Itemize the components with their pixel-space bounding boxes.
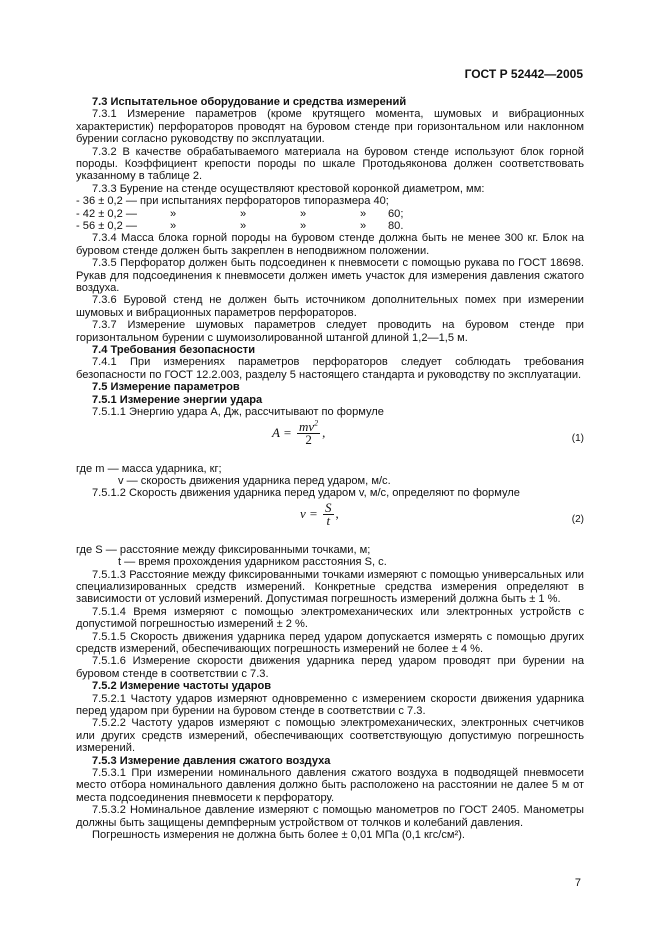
paragraph: Погрешность измерения не должна быть более ± 0,01 МПа (0,1 кгс/см²). (92, 829, 465, 842)
ditto-mark: » (170, 220, 177, 233)
ditto-mark: » (300, 207, 307, 220)
list-text: - 56 ± 0,2 — (76, 220, 137, 233)
paragraph: 7.5.2.1 Частоту ударов измеряют одновременно с измерением скорости движения ударника перед ударом при бурении на буровом стенде в соответствии с 7.3. (76, 692, 584, 718)
formula-fraction (323, 499, 334, 529)
ditto-mark: » (170, 207, 177, 220)
formula-lhs: v = (300, 505, 318, 521)
ditto-mark: » (360, 207, 367, 220)
formula-numerator: S (325, 499, 332, 515)
paragraph: v — скорость движения ударника перед ударом, м/с. (118, 474, 391, 487)
list-value: 60; (388, 207, 404, 220)
formula-fraction (297, 418, 320, 447)
ditto-mark: » (240, 207, 247, 220)
paragraph: где m — масса ударника, кг; (76, 462, 222, 475)
section-heading: 7.4 Требования безопасности (92, 344, 256, 357)
section-heading: 7.5 Измерение параметров (92, 381, 240, 394)
paragraph: 7.5.1.5 Скорость движения ударника перед ударом допускается измерять с помощью других средств измерений, обеспечивающих погрешность измерений не более ± 4 %. (76, 630, 584, 655)
formula-numerator: mv (298, 418, 315, 434)
formula-denominator: t (326, 513, 331, 529)
section-heading: 7.5.3 Измерение давления сжатого воздуха (92, 754, 331, 767)
formula-1-legend (76, 463, 584, 500)
paragraph: 7.5.2.2 Частоту ударов измеряют с помощью электромеханических, электронных счетчиков или других средств измерений, обеспечивающих соответствующую допустимую погрешность измерений. (76, 717, 584, 755)
formula-2 (76, 500, 584, 544)
paragraph: 7.5.3.1 При измерении номинального давления сжатого воздуха в подводящей пневмосети место отбора номинального давления должно быть расположено на расстоянии не далее 5 м от места подсоединения пневмосети к перфоратору. (76, 767, 584, 804)
formula-number: (1) (571, 432, 584, 444)
list-item (76, 220, 584, 232)
section-heading: 7.5.1 Измерение энергии удара (92, 393, 263, 406)
diameter-list (76, 195, 584, 232)
ditto-mark: » (240, 220, 247, 233)
paragraph: 7.5.3.2 Номинальное давление измеряют с помощью манометров по ГОСТ 2405. Манометры должны быть защищены демпферным устройством от толчков и колебаний давления. (76, 804, 584, 829)
ditto-mark: » (360, 220, 367, 233)
paragraph: 7.3.2 В качестве обрабатываемого материала на буровом стенде используют блок горной породы. Коэффициент крепости породы по шкале Протодьяконова должен соответствовать указанному в таблице 2. (76, 145, 584, 183)
section-heading: 7.3 Испытательное оборудование и средства измерений (92, 96, 407, 108)
list-text: - 36 ± 0,2 — при испытаниях перфораторов типоразмера 40; (76, 195, 389, 208)
paragraph: 7.5.1.4 Время измеряют с помощью электромеханических или электронных устройств с допустимой погрешностью измерений ± 2 %. (76, 605, 584, 631)
list-item (76, 195, 584, 207)
list-value: 80. (388, 220, 404, 233)
paragraph: 7.3.1 Измерение параметров (кроме крутящего момента, шумовых и вибрационных характеристик) перфораторов проводят на буровом стенде при горизонтальном или наклонном бурении согласно руководству по эксплуатации. (76, 108, 584, 146)
standard-header: ГОСТ Р 52442—2005 (464, 67, 583, 81)
formula-lhs: A = (272, 424, 292, 440)
sections-7-3-4-to-7-5-1 (76, 232, 584, 418)
paragraph: 7.3.5 Перфоратор должен быть подсоединен к пневмосети с помощью рукава по ГОСТ 18698. Рукав для подсоединения к пневмосети должен иметь участок для измерения давления сжатого воздуха. (76, 257, 584, 295)
paragraph: 7.4.1 При измерениях параметров перфораторов следует соблюдать требования безопасности по ГОСТ 12.2.003, разделу 5 настоящего стандарта и руководству по эксплуатации. (76, 356, 584, 381)
formula-denominator: 2 (305, 431, 312, 447)
section-heading: 7.5.2 Измерение частоты ударов (92, 680, 272, 693)
formula-number: (2) (571, 513, 584, 525)
paragraph: t — время прохождения ударником расстояния S, с. (118, 556, 387, 569)
paragraph: где S — расстояние между фиксированными точками, м; (76, 543, 371, 556)
paragraph: 7.3.4 Масса блока горной породы на буровом стенде должна быть не менее 300 кг. Блок на буровом стенде должен быть закреплен в неподвижном положении. (76, 232, 584, 257)
list-item (76, 208, 584, 220)
page-number: 7 (574, 877, 581, 889)
document-body (76, 96, 584, 841)
paragraph: 7.5.1.3 Расстояние между фиксированными точками измеряют с помощью универсальных или специализированных средств измерений. Конкретные средства измерения определяют в зависимости от условий измерений. Допустимая погрешность измерений должна быть ± 1 %. (76, 568, 584, 606)
formula-1 (76, 419, 584, 463)
sections-7-5-1-2-to-7-5-3 (76, 544, 584, 842)
paragraph: 7.3.3 Бурение на стенде осуществляют крестовой коронкой диаметром, мм: (92, 182, 485, 195)
paragraph: 7.5.1.2 Скорость движения ударника перед ударом v, м/с, определяют по формуле (92, 487, 520, 500)
paragraph: 7.3.7 Измерение шумовых параметров следует проводить на буровом стенде при горизонтальном бурении с шумоизолированной штангой длиной 1,2—1,5 м. (76, 319, 584, 344)
ditto-mark: » (300, 220, 307, 233)
paragraph: 7.5.1.6 Измерение скорости движения ударника перед ударом проводят при бурении на буровом стенде в соответствии с 7.3. (76, 655, 584, 680)
formula-comma: , (322, 424, 326, 440)
formula-exponent: 2 (314, 418, 319, 428)
paragraph: 7.5.1.1 Энергию удара A, Дж, рассчитывают по формуле (92, 406, 384, 419)
list-text: - 42 ± 0,2 — (76, 207, 137, 220)
section-7-3 (76, 96, 584, 195)
formula-comma: , (335, 505, 339, 521)
paragraph: 7.3.6 Буровой стенд не должен быть источником дополнительных помех при измерении шумовых и вибрационных параметров перфораторов. (76, 294, 584, 319)
